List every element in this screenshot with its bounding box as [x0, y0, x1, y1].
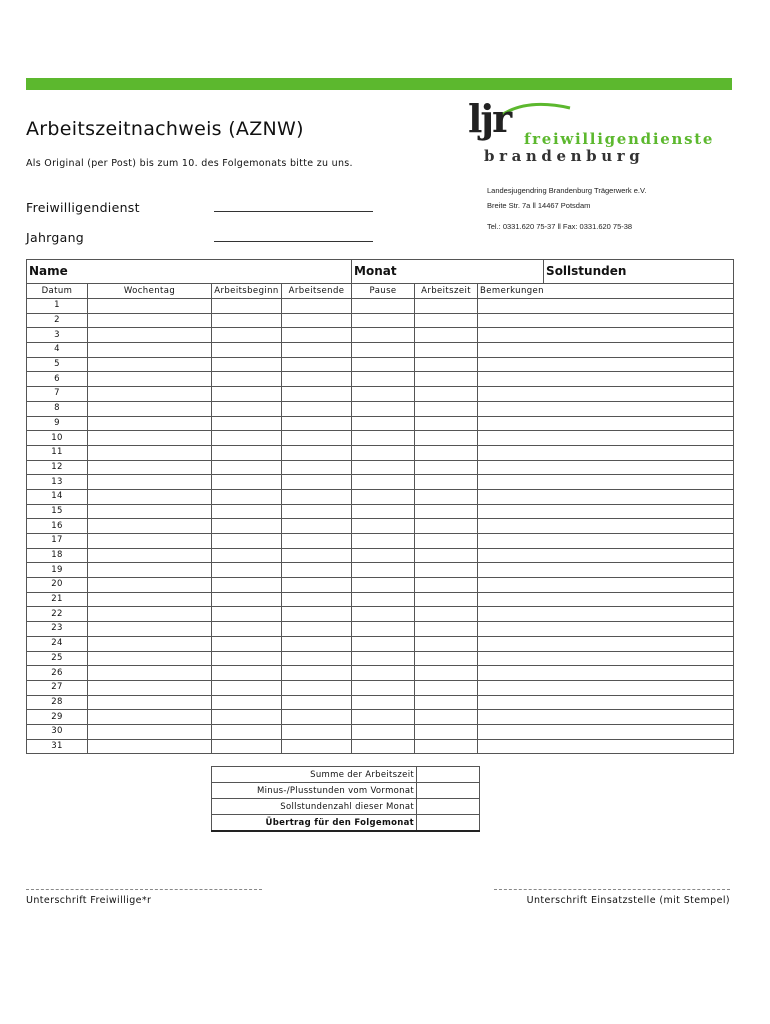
wochentag-cell[interactable]: [88, 372, 212, 387]
bemerkungen-cell[interactable]: [478, 431, 734, 446]
arbeitsende-cell[interactable]: [282, 710, 352, 725]
day-number-cell: 21: [27, 592, 88, 607]
arbeitszeit-cell[interactable]: [415, 622, 478, 637]
pause-cell[interactable]: [352, 489, 415, 504]
pause-cell[interactable]: [352, 534, 415, 549]
arbeitsende-cell[interactable]: [282, 460, 352, 475]
wochentag-cell[interactable]: [88, 445, 212, 460]
day-number-cell: 18: [27, 548, 88, 563]
column-header-pause: Pause: [352, 284, 415, 299]
arbeitsende-cell[interactable]: [282, 666, 352, 681]
signature-label-einsatzstelle: Unterschrift Einsatzstelle (mit Stempel): [526, 895, 730, 906]
arbeitsbeginn-cell[interactable]: [212, 357, 282, 372]
summary-row: [212, 799, 480, 815]
wochentag-cell[interactable]: [88, 416, 212, 431]
summary-row: [212, 767, 480, 783]
arbeitsbeginn-cell[interactable]: [212, 343, 282, 358]
summary-row: [212, 783, 480, 799]
pause-cell[interactable]: [352, 328, 415, 343]
summary-value-uebertrag[interactable]: [417, 815, 480, 832]
arbeitszeit-cell[interactable]: [415, 445, 478, 460]
day-number-cell: 28: [27, 695, 88, 710]
bemerkungen-cell[interactable]: [478, 416, 734, 431]
day-number-cell: 2: [27, 313, 88, 328]
signature-label-freiwillige: Unterschrift Freiwillige*r: [26, 895, 152, 906]
bemerkungen-cell[interactable]: [478, 607, 734, 622]
table-row: [27, 695, 734, 710]
pause-cell[interactable]: [352, 416, 415, 431]
arbeitszeit-cell[interactable]: [415, 475, 478, 490]
bemerkungen-cell[interactable]: [478, 445, 734, 460]
arbeitsbeginn-cell[interactable]: [212, 504, 282, 519]
arbeitsbeginn-cell[interactable]: [212, 387, 282, 402]
arbeitszeit-cell[interactable]: [415, 313, 478, 328]
table-row: [27, 622, 734, 637]
bemerkungen-cell[interactable]: [478, 475, 734, 490]
day-number-cell: 24: [27, 636, 88, 651]
pause-cell[interactable]: [352, 695, 415, 710]
day-number-cell: 1: [27, 299, 88, 314]
pause-cell[interactable]: [352, 563, 415, 578]
bemerkungen-cell[interactable]: [478, 724, 734, 739]
bemerkungen-cell[interactable]: [478, 401, 734, 416]
day-number-cell: 8: [27, 401, 88, 416]
pause-cell[interactable]: [352, 592, 415, 607]
table-row: [27, 592, 734, 607]
pause-cell[interactable]: [352, 357, 415, 372]
table-row: [27, 534, 734, 549]
arbeitsbeginn-cell[interactable]: [212, 328, 282, 343]
arbeitsbeginn-cell[interactable]: [212, 607, 282, 622]
day-number-cell: 14: [27, 489, 88, 504]
wochentag-cell[interactable]: [88, 387, 212, 402]
logo-line-brandenburg: brandenburg: [484, 147, 645, 165]
table-row: [27, 387, 734, 402]
arbeitszeit-cell[interactable]: [415, 416, 478, 431]
day-number-cell: 19: [27, 563, 88, 578]
table-row: [27, 519, 734, 534]
summary-label-minus-plus: Minus-/Plusstunden vom Vormonat: [212, 783, 417, 799]
arbeitszeit-cell[interactable]: [415, 431, 478, 446]
table-row: [27, 578, 734, 593]
monat-header-cell[interactable]: [352, 260, 544, 284]
wochentag-cell[interactable]: [88, 636, 212, 651]
column-header-bemerkungen: Bemerkungen: [478, 284, 734, 299]
wochentag-cell[interactable]: [88, 548, 212, 563]
arbeitszeit-cell[interactable]: [415, 299, 478, 314]
table-row: [27, 504, 734, 519]
arbeitsende-cell[interactable]: [282, 739, 352, 754]
arbeitsende-cell[interactable]: [282, 357, 352, 372]
arbeitszeit-cell[interactable]: [415, 739, 478, 754]
day-number-cell: 27: [27, 680, 88, 695]
arbeitszeit-cell[interactable]: [415, 651, 478, 666]
bemerkungen-cell[interactable]: [478, 695, 734, 710]
summary-value-sollstunden[interactable]: [417, 799, 480, 815]
bemerkungen-cell[interactable]: [478, 387, 734, 402]
bemerkungen-cell[interactable]: [478, 739, 734, 754]
arbeitszeit-cell[interactable]: [415, 401, 478, 416]
pause-cell[interactable]: [352, 460, 415, 475]
table-row: [27, 680, 734, 695]
arbeitsbeginn-cell[interactable]: [212, 592, 282, 607]
table-row: [27, 328, 734, 343]
bemerkungen-cell[interactable]: [478, 519, 734, 534]
table-row: [27, 445, 734, 460]
table-row: [27, 401, 734, 416]
bemerkungen-cell[interactable]: [478, 622, 734, 637]
arbeitszeit-cell[interactable]: [415, 666, 478, 681]
wochentag-cell[interactable]: [88, 622, 212, 637]
bemerkungen-cell[interactable]: [478, 299, 734, 314]
arbeitszeit-cell[interactable]: [415, 548, 478, 563]
pause-cell[interactable]: [352, 445, 415, 460]
pause-cell[interactable]: [352, 710, 415, 725]
bemerkungen-cell[interactable]: [478, 651, 734, 666]
arbeitsbeginn-cell[interactable]: [212, 534, 282, 549]
bemerkungen-cell[interactable]: [478, 578, 734, 593]
day-number-cell: 25: [27, 651, 88, 666]
wochentag-cell[interactable]: [88, 357, 212, 372]
page-title: Arbeitszeitnachweis (AZNW): [26, 118, 304, 140]
wochentag-cell[interactable]: [88, 666, 212, 681]
arbeitszeit-cell[interactable]: [415, 636, 478, 651]
pause-cell[interactable]: [352, 739, 415, 754]
freiwilligendienst-label: Freiwilligendienst: [26, 200, 140, 215]
pause-cell[interactable]: [352, 724, 415, 739]
arbeitsbeginn-cell[interactable]: [212, 666, 282, 681]
arbeitsbeginn-cell[interactable]: [212, 431, 282, 446]
arbeitsende-cell[interactable]: [282, 489, 352, 504]
table-row: [27, 651, 734, 666]
table-row: [27, 416, 734, 431]
table-row: [27, 313, 734, 328]
wochentag-cell[interactable]: [88, 563, 212, 578]
arbeitszeit-cell[interactable]: [415, 534, 478, 549]
arbeitsende-cell[interactable]: [282, 416, 352, 431]
table-row: [27, 607, 734, 622]
arbeitsbeginn-cell[interactable]: [212, 401, 282, 416]
pause-cell[interactable]: [352, 343, 415, 358]
arbeitsende-cell[interactable]: [282, 695, 352, 710]
arbeitsende-cell[interactable]: [282, 534, 352, 549]
arbeitsende-cell[interactable]: [282, 607, 352, 622]
day-number-cell: 16: [27, 519, 88, 534]
day-number-cell: 15: [27, 504, 88, 519]
wochentag-cell[interactable]: [88, 739, 212, 754]
arbeitsende-cell[interactable]: [282, 680, 352, 695]
table-row: [27, 343, 734, 358]
arbeitszeit-cell[interactable]: [415, 592, 478, 607]
arbeitsende-cell[interactable]: [282, 592, 352, 607]
table-row: [27, 636, 734, 651]
day-number-cell: 9: [27, 416, 88, 431]
arbeitszeit-cell[interactable]: [415, 489, 478, 504]
arbeitsbeginn-cell[interactable]: [212, 739, 282, 754]
arbeitsende-cell[interactable]: [282, 387, 352, 402]
column-header-arbeitsende: Arbeitsende: [282, 284, 352, 299]
sollstunden-header-cell[interactable]: [544, 260, 734, 284]
address-line-3: Tel.: 0331.620 75-37 ll Fax: 0331.620 75-38: [487, 222, 633, 231]
bemerkungen-cell[interactable]: [478, 357, 734, 372]
arbeitsbeginn-cell[interactable]: [212, 460, 282, 475]
wochentag-cell[interactable]: [88, 343, 212, 358]
wochentag-cell[interactable]: [88, 475, 212, 490]
table-row: [27, 372, 734, 387]
wochentag-cell[interactable]: [88, 592, 212, 607]
arbeitszeit-cell[interactable]: [415, 607, 478, 622]
day-number-cell: 26: [27, 666, 88, 681]
day-number-cell: 10: [27, 431, 88, 446]
day-number-cell: 3: [27, 328, 88, 343]
arbeitszeit-cell[interactable]: [415, 328, 478, 343]
column-header-datum: Datum: [27, 284, 88, 299]
arbeitsbeginn-cell[interactable]: [212, 636, 282, 651]
wochentag-cell[interactable]: [88, 578, 212, 593]
column-header-arbeitsbeginn: Arbeitsbeginn: [212, 284, 282, 299]
arbeitsende-cell[interactable]: [282, 548, 352, 563]
bemerkungen-cell[interactable]: [478, 504, 734, 519]
table-row: [27, 724, 734, 739]
day-number-cell: 22: [27, 607, 88, 622]
signature-line-einsatzstelle[interactable]: [494, 889, 730, 890]
pause-cell[interactable]: [352, 504, 415, 519]
arbeitsende-cell[interactable]: [282, 445, 352, 460]
day-number-cell: 30: [27, 724, 88, 739]
bemerkungen-cell[interactable]: [478, 710, 734, 725]
wochentag-cell[interactable]: [88, 724, 212, 739]
arbeitsbeginn-cell[interactable]: [212, 445, 282, 460]
day-number-cell: 13: [27, 475, 88, 490]
address-line-1: Landesjugendring Brandenburg Trägerwerk e.V.: [487, 186, 647, 195]
pause-cell[interactable]: [352, 475, 415, 490]
arbeitsende-cell[interactable]: [282, 401, 352, 416]
wochentag-cell[interactable]: [88, 401, 212, 416]
bemerkungen-cell[interactable]: [478, 666, 734, 681]
pause-cell[interactable]: [352, 313, 415, 328]
arbeitsende-cell[interactable]: [282, 578, 352, 593]
arbeitsbeginn-cell[interactable]: [212, 299, 282, 314]
arbeitszeit-cell[interactable]: [415, 710, 478, 725]
name-header-cell[interactable]: [27, 260, 352, 284]
bemerkungen-cell[interactable]: [478, 460, 734, 475]
pause-cell[interactable]: [352, 401, 415, 416]
day-number-cell: 7: [27, 387, 88, 402]
table-row: [27, 299, 734, 314]
address-line-2: Breite Str. 7a ll 14467 Potsdam: [487, 201, 591, 210]
pause-cell[interactable]: [352, 651, 415, 666]
arbeitsende-cell[interactable]: [282, 504, 352, 519]
bemerkungen-cell[interactable]: [478, 343, 734, 358]
arbeitszeit-cell[interactable]: [415, 695, 478, 710]
pause-cell[interactable]: [352, 519, 415, 534]
arbeitsbeginn-cell[interactable]: [212, 313, 282, 328]
arbeitsbeginn-cell[interactable]: [212, 475, 282, 490]
wochentag-cell[interactable]: [88, 680, 212, 695]
arbeitsbeginn-cell[interactable]: [212, 372, 282, 387]
arbeitsende-cell[interactable]: [282, 328, 352, 343]
wochentag-cell[interactable]: [88, 299, 212, 314]
arbeitsbeginn-cell[interactable]: [212, 695, 282, 710]
freiwilligendienst-input-line[interactable]: [214, 211, 373, 212]
arbeitszeit-cell[interactable]: [415, 343, 478, 358]
summary-label-sollstunden: Sollstundenzahl dieser Monat: [212, 799, 417, 815]
summary-row: [212, 815, 480, 832]
arbeitsende-cell[interactable]: [282, 724, 352, 739]
arbeitsende-cell[interactable]: [282, 651, 352, 666]
arbeitszeit-cell[interactable]: [415, 563, 478, 578]
wochentag-cell[interactable]: [88, 534, 212, 549]
wochentag-cell[interactable]: [88, 607, 212, 622]
column-header-arbeitszeit: Arbeitszeit: [415, 284, 478, 299]
pause-cell[interactable]: [352, 431, 415, 446]
pause-cell[interactable]: [352, 666, 415, 681]
arbeitszeit-cell[interactable]: [415, 519, 478, 534]
arbeitsende-cell[interactable]: [282, 343, 352, 358]
bemerkungen-cell[interactable]: [478, 372, 734, 387]
wochentag-cell[interactable]: [88, 489, 212, 504]
ljr-logo: [466, 96, 732, 170]
bemerkungen-cell[interactable]: [478, 534, 734, 549]
bemerkungen-cell[interactable]: [478, 328, 734, 343]
arbeitsende-cell[interactable]: [282, 563, 352, 578]
table-row: [27, 460, 734, 475]
monat-label: Monat: [354, 264, 397, 278]
arbeitszeit-cell[interactable]: [415, 372, 478, 387]
summary-label-uebertrag: Übertrag für den Folgemonat: [212, 815, 417, 832]
pause-cell[interactable]: [352, 299, 415, 314]
sollstunden-label: Sollstunden: [546, 264, 627, 278]
arbeitsbeginn-cell[interactable]: [212, 724, 282, 739]
wochentag-cell[interactable]: [88, 695, 212, 710]
wochentag-cell[interactable]: [88, 651, 212, 666]
bemerkungen-cell[interactable]: [478, 592, 734, 607]
header-green-bar: [26, 78, 732, 90]
wochentag-cell[interactable]: [88, 710, 212, 725]
arbeitsbeginn-cell[interactable]: [212, 578, 282, 593]
table-row: [27, 710, 734, 725]
wochentag-cell[interactable]: [88, 504, 212, 519]
arbeitsbeginn-cell[interactable]: [212, 680, 282, 695]
summary-label-summe: Summe der Arbeitszeit: [212, 767, 417, 783]
arbeitsende-cell[interactable]: [282, 475, 352, 490]
arbeitsende-cell[interactable]: [282, 519, 352, 534]
name-label: Name: [29, 264, 68, 278]
arbeitszeit-cell[interactable]: [415, 460, 478, 475]
bemerkungen-cell[interactable]: [478, 489, 734, 504]
jahrgang-input-line[interactable]: [214, 241, 373, 242]
arbeitsbeginn-cell[interactable]: [212, 519, 282, 534]
arbeitsbeginn-cell[interactable]: [212, 489, 282, 504]
arbeitszeit-cell[interactable]: [415, 504, 478, 519]
pause-cell[interactable]: [352, 578, 415, 593]
table-row: [27, 357, 734, 372]
day-number-cell: 31: [27, 739, 88, 754]
logo-main-text: ljr: [468, 96, 511, 141]
pause-cell[interactable]: [352, 387, 415, 402]
arbeitsende-cell[interactable]: [282, 622, 352, 637]
page-subtitle: Als Original (per Post) bis zum 10. des Folgemonats bitte zu uns.: [26, 158, 353, 169]
table-row: [27, 431, 734, 446]
wochentag-cell[interactable]: [88, 313, 212, 328]
table-row: [27, 489, 734, 504]
day-number-cell: 20: [27, 578, 88, 593]
day-number-cell: 11: [27, 445, 88, 460]
pause-cell[interactable]: [352, 622, 415, 637]
table-row: [27, 666, 734, 681]
table-row: [27, 475, 734, 490]
day-number-cell: 4: [27, 343, 88, 358]
summary-table: [211, 766, 480, 832]
arbeitszeit-cell[interactable]: [415, 357, 478, 372]
arbeitsbeginn-cell[interactable]: [212, 622, 282, 637]
bemerkungen-cell[interactable]: [478, 313, 734, 328]
wochentag-cell[interactable]: [88, 519, 212, 534]
arbeitsbeginn-cell[interactable]: [212, 710, 282, 725]
day-number-cell: 29: [27, 710, 88, 725]
day-number-cell: 5: [27, 357, 88, 372]
pause-cell[interactable]: [352, 607, 415, 622]
pause-cell[interactable]: [352, 548, 415, 563]
pause-cell[interactable]: [352, 372, 415, 387]
day-number-cell: 6: [27, 372, 88, 387]
bemerkungen-cell[interactable]: [478, 680, 734, 695]
arbeitszeit-cell[interactable]: [415, 724, 478, 739]
arbeitszeit-cell[interactable]: [415, 387, 478, 402]
arbeitsbeginn-cell[interactable]: [212, 548, 282, 563]
bemerkungen-cell[interactable]: [478, 563, 734, 578]
arbeitsende-cell[interactable]: [282, 313, 352, 328]
table-row: [27, 739, 734, 754]
wochentag-cell[interactable]: [88, 328, 212, 343]
signature-line-freiwillige[interactable]: [26, 889, 262, 890]
jahrgang-label: Jahrgang: [26, 230, 85, 245]
logo-line-freiwilligendienste: freiwilligendienste: [524, 130, 715, 148]
arbeitsbeginn-cell[interactable]: [212, 651, 282, 666]
column-header-wochentag: Wochentag: [88, 284, 212, 299]
wochentag-cell[interactable]: [88, 460, 212, 475]
table-header-row: [27, 260, 734, 284]
pause-cell[interactable]: [352, 636, 415, 651]
summary-value-summe[interactable]: [417, 767, 480, 783]
arbeitsende-cell[interactable]: [282, 299, 352, 314]
arbeitsende-cell[interactable]: [282, 431, 352, 446]
time-table: [26, 259, 734, 754]
arbeitsbeginn-cell[interactable]: [212, 563, 282, 578]
arbeitsbeginn-cell[interactable]: [212, 416, 282, 431]
bemerkungen-cell[interactable]: [478, 548, 734, 563]
arbeitsende-cell[interactable]: [282, 372, 352, 387]
bemerkungen-cell[interactable]: [478, 636, 734, 651]
day-number-cell: 17: [27, 534, 88, 549]
day-number-cell: 12: [27, 460, 88, 475]
arbeitszeit-cell[interactable]: [415, 680, 478, 695]
wochentag-cell[interactable]: [88, 431, 212, 446]
table-row: [27, 548, 734, 563]
table-row: [27, 563, 734, 578]
day-number-cell: 23: [27, 622, 88, 637]
arbeitsende-cell[interactable]: [282, 636, 352, 651]
column-header-row: [27, 284, 734, 299]
arbeitszeit-cell[interactable]: [415, 578, 478, 593]
summary-value-minus-plus[interactable]: [417, 783, 480, 799]
pause-cell[interactable]: [352, 680, 415, 695]
